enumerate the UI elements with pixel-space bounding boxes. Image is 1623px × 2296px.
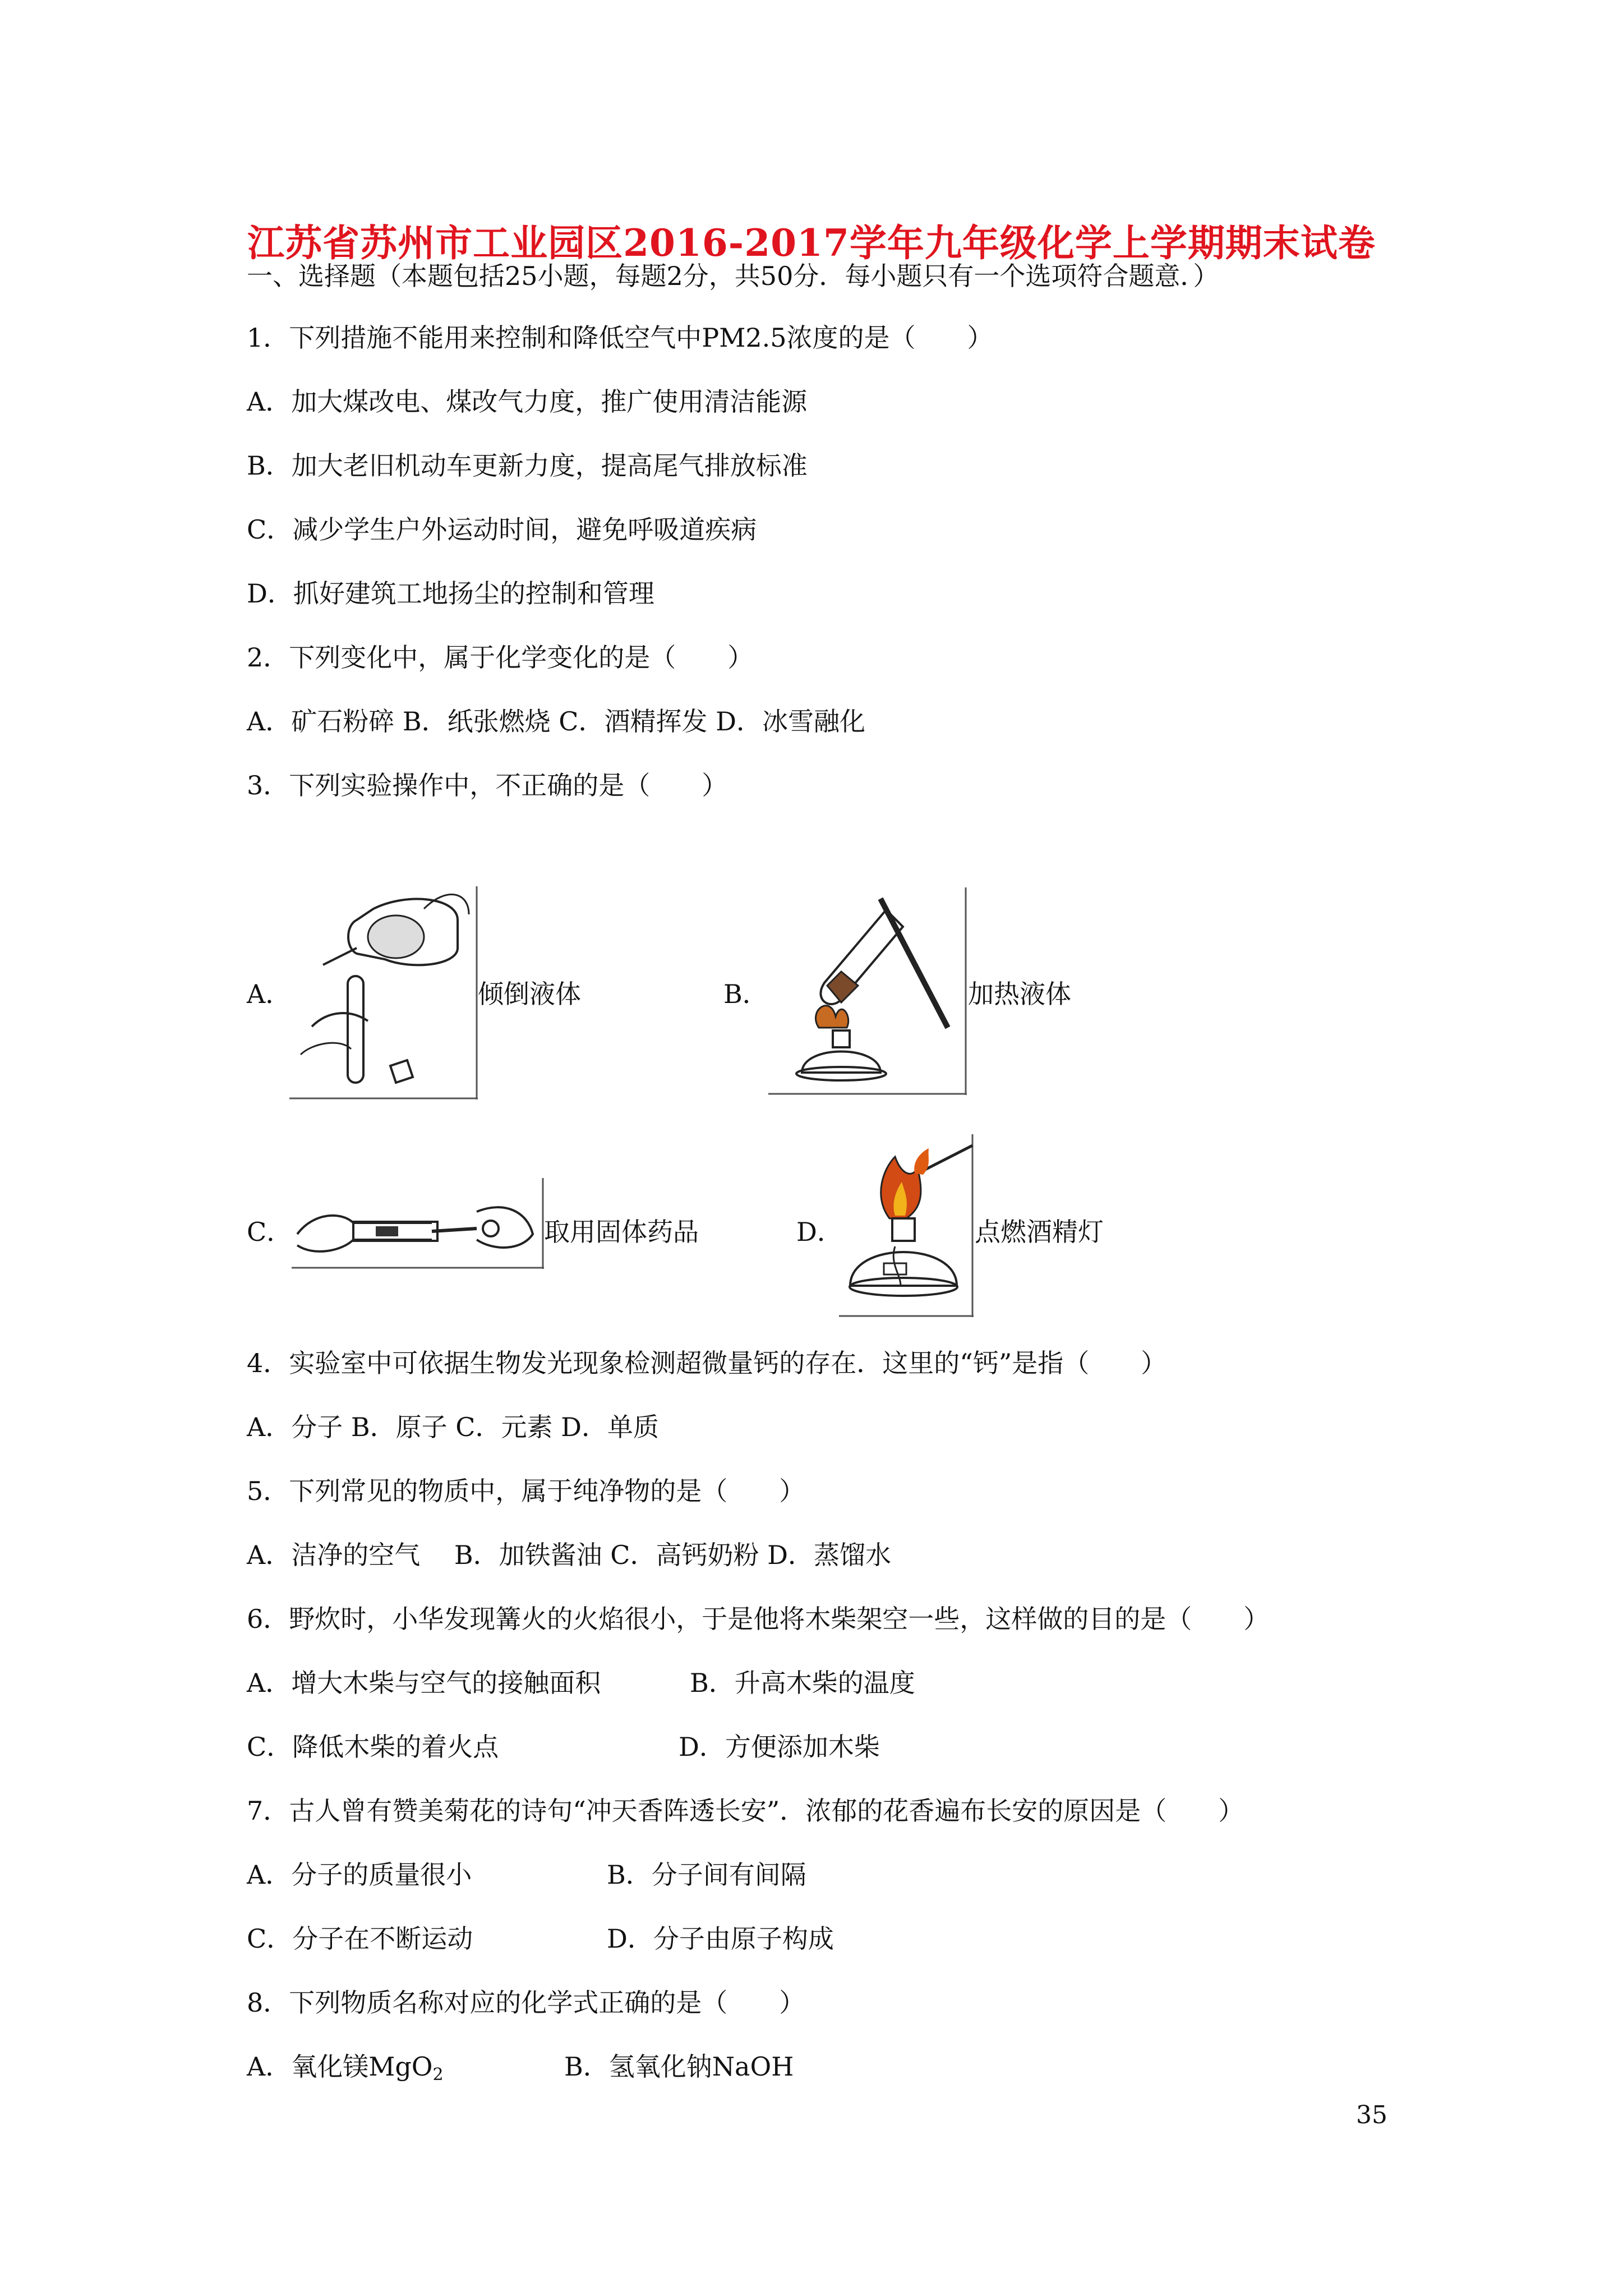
question-6-option-c: C．降低木柴的着火点 <box>247 1732 499 1762</box>
question-6-stem: 6．野炊时，小华发现篝火的火焰很小，于是他将木柴架空一些，这样做的目的是（ ） <box>247 1604 1270 1634</box>
question-8-option-a <box>247 2050 444 2092</box>
question-7-option-c: C．分子在不断运动 <box>247 1924 473 1954</box>
question-5-stem: 5．下列常见的物质中，属于纯净物的是（ ） <box>247 1476 805 1506</box>
page-number: 35 <box>1356 2101 1387 2129</box>
question-8-option-a-text: A．氧化镁MgO <box>247 2051 433 2082</box>
question-3-option-b-letter: B． <box>723 979 768 1009</box>
question-1-option-a: A．加大煤改电、煤改气力度，推广使用清洁能源 <box>247 386 808 417</box>
question-3-option-b-text: 加热液体 <box>968 979 1071 1009</box>
question-7-stem: 7．古人曾有赞美菊花的诗句“冲天香阵透长安”．浓郁的花香遍布长安的原因是（ ） <box>247 1796 1244 1826</box>
pour-liquid-figure <box>289 886 478 1099</box>
question-7-option-d: D．分子由原子构成 <box>607 1924 834 1954</box>
question-3-option-c-text: 取用固体药品 <box>544 1217 699 1247</box>
question-1-option-b: B．加大老旧机动车更新力度，提高尾气排放标准 <box>247 450 808 481</box>
question-3-option-c-letter: C． <box>247 1217 293 1247</box>
question-1-stem: 1．下列措施不能用来控制和降低空气中PM2.5浓度的是（ ） <box>247 323 993 353</box>
question-3-option-a-text: 倾倒液体 <box>478 979 581 1009</box>
question-3-option-d-letter: D． <box>796 1217 843 1247</box>
question-5-options: A．洁净的空气 B．加铁酱油 C．高钙奶粉 D．蒸馏水 <box>247 1540 891 1570</box>
question-8-option-b: B．氢氧化钠NaOH <box>564 2051 794 2082</box>
take-solid-figure <box>292 1178 544 1269</box>
question-3-option-a-letter: A． <box>247 979 292 1009</box>
heat-liquid-figure <box>768 887 967 1095</box>
question-8-stem: 8．下列物质名称对应的化学式正确的是（ ） <box>247 1987 805 2018</box>
question-1-option-c: C．减少学生户外运动时间，避免呼吸道疾病 <box>247 514 757 545</box>
question-6-option-d: D．方便添加木柴 <box>679 1732 880 1762</box>
question-6-option-b: B．升高木柴的温度 <box>690 1668 915 1698</box>
light-alcohol-lamp-figure <box>839 1134 974 1317</box>
question-2-options: A．矿石粉碎 B．纸张燃烧 C．酒精挥发 D．冰雪融化 <box>247 706 865 737</box>
question-4-stem: 4．实验室中可依据生物发光现象检测超微量钙的存在．这里的“钙”是指（ ） <box>247 1348 1167 1378</box>
section-heading: 一、选择题（本题包括25小题，每题2分，共50分．每小题只有一个选项符合题意．） <box>247 261 1219 291</box>
question-7-option-a: A．分子的质量很小 <box>247 1860 472 1890</box>
question-3-stem: 3．下列实验操作中，不正确的是（ ） <box>247 770 728 800</box>
question-2-stem: 2．下列变化中，属于化学变化的是（ ） <box>247 642 754 673</box>
question-3-option-d-text: 点燃酒精灯 <box>975 1217 1104 1247</box>
question-4-options: A．分子 B．原子 C．元素 D．单质 <box>247 1412 659 1442</box>
question-1-option-d: D．抓好建筑工地扬尘的控制和管理 <box>247 578 654 609</box>
question-6-option-a: A．增大木柴与空气的接触面积 <box>247 1668 601 1698</box>
question-8-option-a-subscript: 2 <box>432 2065 444 2085</box>
question-7-option-b: B．分子间有间隔 <box>607 1860 806 1890</box>
exam-title: 江苏省苏州市工业园区2016-2017学年九年级化学上学期期末试卷 <box>247 221 1376 265</box>
